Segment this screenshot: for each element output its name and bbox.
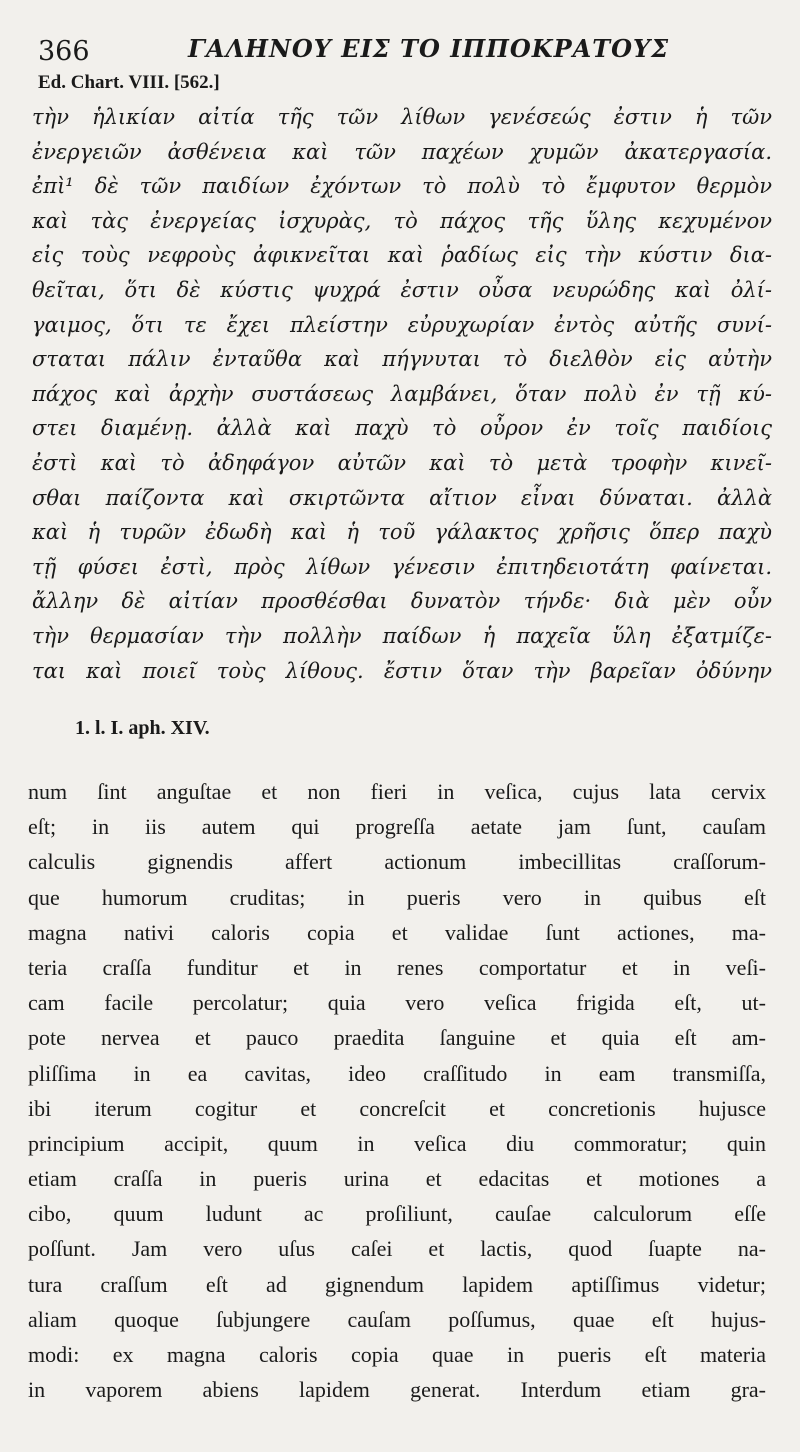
- greek-text-line: ἐστὶ καὶ τὸ ἀδηφάγον αὐτῶν καὶ τὸ μετὰ τροφὴν κινεῖ-: [32, 450, 772, 475]
- greek-text-line: σταται πάλιν ἐνταῦθα καὶ πήγνυται τὸ διελθὸν εἰς αὐτὴν: [32, 347, 772, 372]
- greek-text-line: τῇ φύσει ἐστὶ, πρὸς λίθων γένεσιν ἐπιτηδειοτάτη φαίνεται.: [32, 554, 772, 579]
- latin-text-line: etiam craſſa in pueris urina et edacitas et motiones a: [28, 1166, 766, 1192]
- greek-text-line: τὴν ἡλικίαν αἰτία τῆς τῶν λίθων γενέσεώς ἐστιν ἡ τῶν: [32, 105, 772, 129]
- greek-text-line: ται καὶ ποιεῖ τοὺς λίθους. ἔστιν ὅταν τὴν βαρεῖαν ὀδύνην: [32, 658, 772, 683]
- greek-text-line: ἄλλην δὲ αἰτίαν προσθέσθαι δυνατὸν τήνδε· διὰ μὲν οὖν: [32, 589, 772, 614]
- latin-text-line: in vaporem abiens lapidem generat. Interdum etiam gra-: [28, 1377, 766, 1403]
- latin-text-line: ibi iterum cogitur et concreſcit et concretionis hujusce: [28, 1095, 766, 1121]
- latin-text-line: cibo, quum ludunt ac proſiliunt, cauſae calculorum eſſe: [28, 1201, 766, 1227]
- footnote: 1. l. I. aph. XIV.: [75, 717, 210, 739]
- latin-text-line: cam facile percolatur; quia vero veſica frigida eſt, ut-: [28, 990, 766, 1016]
- latin-text-line: teria craſſa funditur et in renes comportatur et in veſi-: [28, 954, 766, 980]
- greek-text-line: στει διαμένῃ. ἀλλὰ καὶ παχὺ τὸ οὖρον ἐν τοῖς παιδίοις: [32, 416, 772, 441]
- greek-text-line: πάχος καὶ ἀρχὴν συστάσεως λαμβάνει, ὅταν πολὺ ἐν τῇ κύ-: [32, 381, 772, 406]
- greek-text-line: ἐπὶ¹ δὲ τῶν παιδίων ἐχόντων τὸ πολὺ τὸ ἔμφυτον θερμὸν: [32, 174, 772, 199]
- greek-text-line: ἐνεργειῶν ἀσθένεια καὶ τῶν παχέων χυμῶν ἀκατεργασία.: [32, 139, 772, 164]
- latin-text-line: que humorum cruditas; in pueris vero in quibus eſt: [28, 884, 766, 910]
- latin-text-line: magna nativi caloris copia et validae ſunt actiones, ma-: [28, 919, 766, 945]
- latin-text-line: principium accipit, quum in veſica diu commoratur; quin: [28, 1130, 766, 1156]
- greek-text-line: καὶ τὰς ἐνεργείας ἰσχυρὰς, τὸ πάχος τῆς ὕλης κεχυμένον: [32, 208, 772, 233]
- edition-note: Ed. Chart. VIII. [562.]: [38, 72, 220, 93]
- greek-text-block: [32, 100, 772, 688]
- running-title: ΓΑΛΗΝΟΥ ΕΙΣ ΤΟ ΙΠΠΟΚΡΑΤΟΥΣ: [188, 34, 670, 63]
- latin-text-block: [28, 774, 766, 1407]
- latin-text-line: calculis gignendis affert actionum imbecillitas craſſorum-: [28, 849, 766, 875]
- latin-text-line: tura craſſum eſt ad gignendum lapidem aptiſſimus videtur;: [28, 1271, 766, 1297]
- latin-text-line: poſſunt. Jam vero uſus caſei et lactis, quod ſuapte na-: [28, 1236, 766, 1262]
- page-header: [38, 32, 778, 68]
- latin-text-line: aliam quoque ſubjungere cauſam poſſumus, quae eſt hujus-: [28, 1306, 766, 1332]
- greek-text-line: εἰς τοὺς νεφροὺς ἀφικνεῖται καὶ ῥαδίως εἰς τὴν κύστιν δια-: [32, 243, 772, 268]
- latin-text-line: eſt; in iis autem qui progreſſa aetate jam ſunt, cauſam: [28, 814, 766, 840]
- greek-text-line: γαιμος, ὅτι τε ἔχει πλείστην εὐρυχωρίαν ἐντὸς αὐτῆς συνί-: [32, 312, 772, 337]
- greek-text-line: τὴν θερμασίαν τὴν πολλὴν παίδων ἡ παχεῖα ὕλη ἐξατμίζε-: [32, 623, 772, 648]
- greek-text-line: θεῖται, ὅτι δὲ κύστις ψυχρά ἐστιν οὖσα νευρώδης καὶ ὀλί-: [32, 277, 772, 302]
- greek-text-line: σθαι παίζοντα καὶ σκιρτῶντα αἴτιον εἶναι δύναται. ἀλλὰ: [32, 485, 772, 510]
- latin-text-line: pliſſima in ea cavitas, ideo craſſitudo in eam transmiſſa,: [28, 1060, 766, 1086]
- page-number: 366: [38, 36, 90, 67]
- latin-text-line: pote nervea et pauco praedita ſanguine et quia eſt am-: [28, 1025, 766, 1051]
- latin-text-line: modi: ex magna caloris copia quae in pueris eſt materia: [28, 1342, 766, 1367]
- latin-text-line: num ſint anguſtae et non fieri in veſica, cujus lata cervix: [28, 779, 766, 804]
- greek-text-line: καὶ ἡ τυρῶν ἐδωδὴ καὶ ἡ τοῦ γάλακτος χρῆσις ὅπερ παχὺ: [32, 520, 772, 545]
